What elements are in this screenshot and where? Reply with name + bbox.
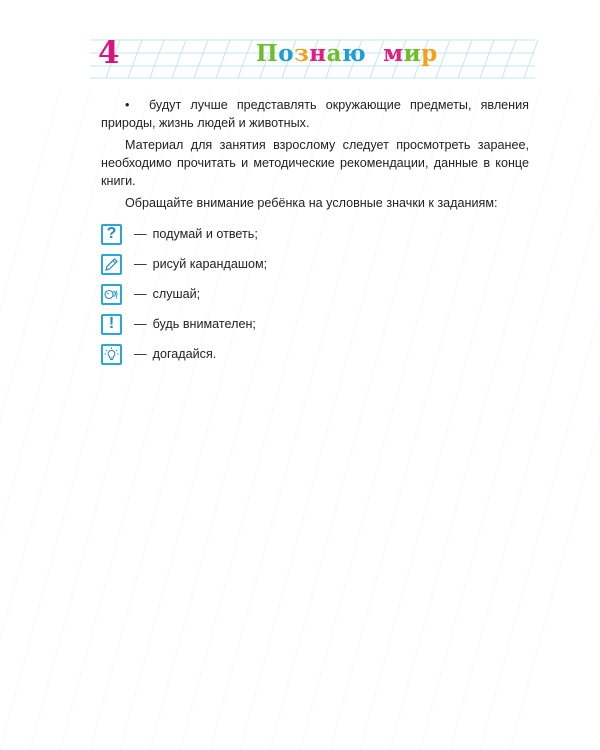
legend-label: рисуй карандашом; [152,257,268,271]
legend-label: подумай и ответь; [152,227,258,241]
legend-label: будь внимателен; [152,317,256,331]
title-letter: з [294,40,310,67]
legend-item-attention: ! — будь внимателен; [101,312,267,336]
title-letter: о [278,40,295,67]
page-title [256,42,438,65]
exclamation-icon: ! [101,314,122,335]
pencil-icon [101,254,122,275]
bullet-text: будут лучше представлять окружающие предметы, явления природы, жизнь людей и животных. [101,98,529,130]
title-letter: а [326,40,343,67]
title-letter: м [383,40,404,67]
legend-item-draw: — рисуй карандашом; [101,252,267,276]
question-icon: ? [101,224,122,245]
legend-item-guess: — догадайся. [101,342,267,366]
legend-label: догадайся. [152,347,217,361]
lightbulb-icon [101,344,122,365]
bullet-paragraph [101,96,529,132]
page-number: 4 [98,35,120,71]
legend-label: слушай; [152,287,201,301]
title-letter: н [309,40,327,67]
paragraph-attention: Обращайте внимание ребёнка на условные значки к заданиям: [125,196,498,210]
title-letter: П [256,40,279,67]
legend-item-think: ? — подумай и ответь; [101,222,267,246]
paragraph-material: Материал для занятия взрослому следует просмотреть заранее, необходимо прочитать и методические рекомендации, данные в конце книги. [101,138,529,188]
title-letter: и [403,40,422,67]
legend-item-listen: — слушай; [101,282,267,306]
title-letter: ю [342,40,367,67]
title-letter: р [421,40,438,67]
icon-legend [101,222,267,372]
ear-icon [101,284,122,305]
intro-text [101,96,529,216]
bullet-marker: • [125,98,130,112]
page-header [0,0,600,82]
title-space [366,42,383,65]
